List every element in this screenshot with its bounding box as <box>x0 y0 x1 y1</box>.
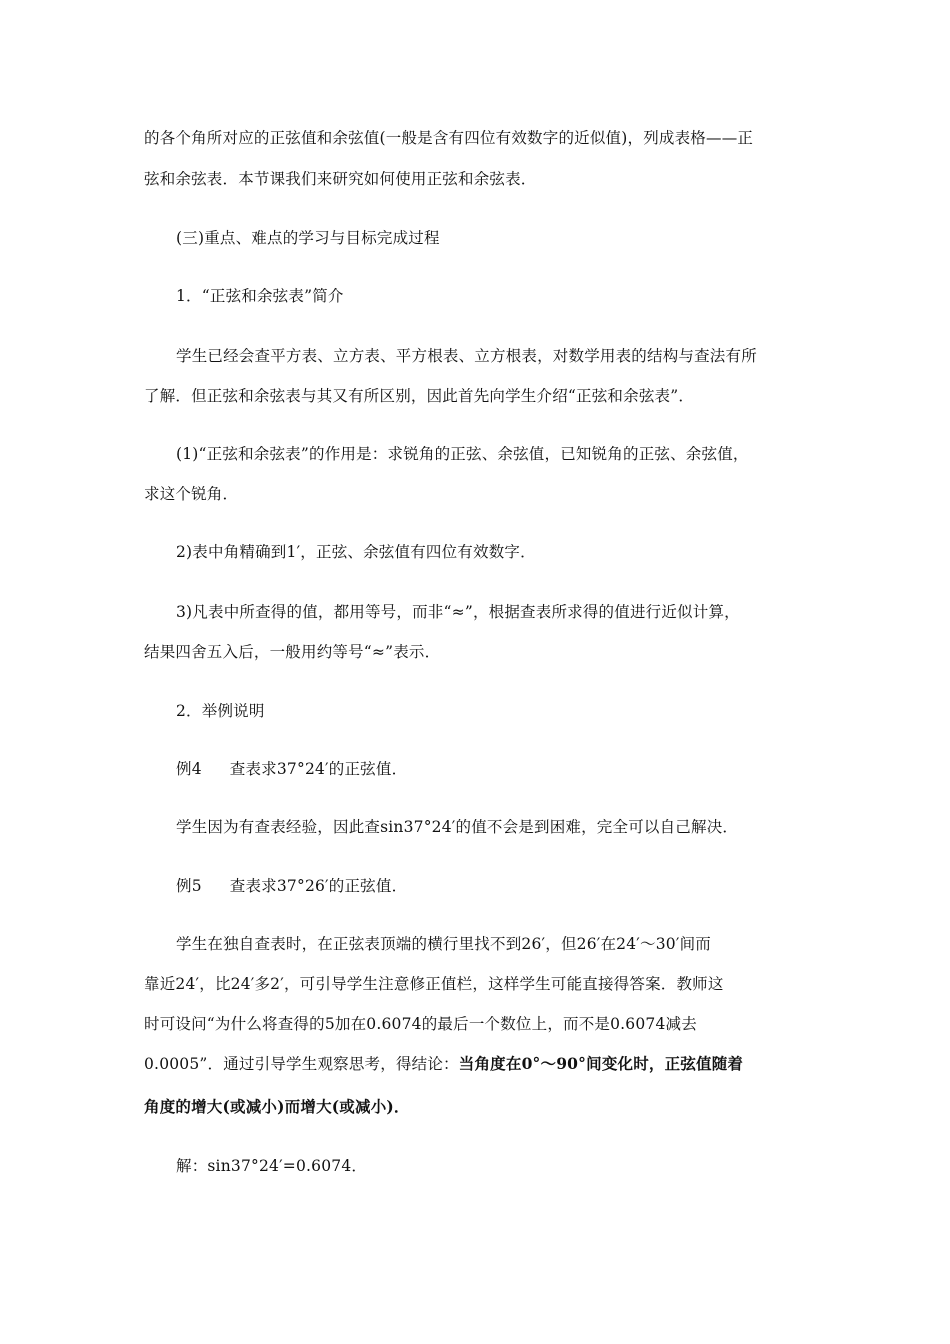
example-label: 例4 <box>176 760 202 778</box>
paragraph-line: 弦和余弦表．本节课我们来研究如何使用正弦和余弦表． <box>144 170 537 188</box>
example-text: 查表求37°26′的正弦值． <box>229 877 408 895</box>
example-label: 例5 <box>176 877 202 895</box>
conclusion-prefix: 0.0005”．通过引导学生观察思考，得结论： <box>144 1055 459 1073</box>
paragraph-line: 学生在独自查表时，在正弦表顶端的横行里找不到26′，但26′在24′～30′间而 <box>176 935 711 953</box>
list-item-line: 结果四舍五入后，一般用约等号“≈”表示． <box>144 643 441 661</box>
paragraph-line: 了解．但正弦和余弦表与其又有所区别，因此首先向学生介绍“正弦和余弦表”． <box>144 387 695 405</box>
conclusion-line-bold: 角度的增大(或减小)而增大(或减小)． <box>144 1097 410 1116</box>
list-item-line: 求这个锐角． <box>144 485 239 503</box>
example-4 <box>176 758 407 780</box>
paragraph-line: 学生因为有查表经验，因此查sin37°24′的值不会是到困难，完全可以自己解决． <box>176 818 739 836</box>
example-text: 查表求37°24′的正弦值． <box>229 760 408 778</box>
list-item-line: 2)表中角精确到1′，正弦、余弦值有四位有效数字． <box>176 543 536 561</box>
conclusion-bold: 当角度在0°～90°间变化时，正弦值随着 <box>458 1054 744 1073</box>
subsection-heading: 2．举例说明 <box>176 702 265 720</box>
subsection-heading: 1．“正弦和余弦表”简介 <box>176 287 344 305</box>
example-5 <box>176 875 407 897</box>
paragraph-line: 学生已经会查平方表、立方表、平方根表、立方根表，对数学用表的结构与查法有所 <box>176 347 757 365</box>
paragraph-line: 的各个角所对应的正弦值和余弦值(一般是含有四位有效数字的近似值)，列成表格——正 <box>144 129 754 147</box>
paragraph-line: 时可设问“为什么将查得的5加在0.6074的最后一个数位上，而不是0.6074减去 <box>144 1015 697 1033</box>
list-item-line: (1)“正弦和余弦表”的作用是：求锐角的正弦、余弦值，已知锐角的正弦、余弦值， <box>176 445 749 463</box>
list-item-line: 3)凡表中所查得的值，都用等号，而非“≈”，根据查表所求得的值进行近似计算， <box>176 603 740 621</box>
conclusion-line <box>144 1053 743 1075</box>
section-heading: (三)重点、难点的学习与目标完成过程 <box>176 229 440 247</box>
paragraph-line: 靠近24′，比24′多2′，可引导学生注意修正值栏，这样学生可能直接得答案．教师这 <box>144 975 724 993</box>
solution-line: 解：sin37°24′=0.6074． <box>176 1157 368 1175</box>
